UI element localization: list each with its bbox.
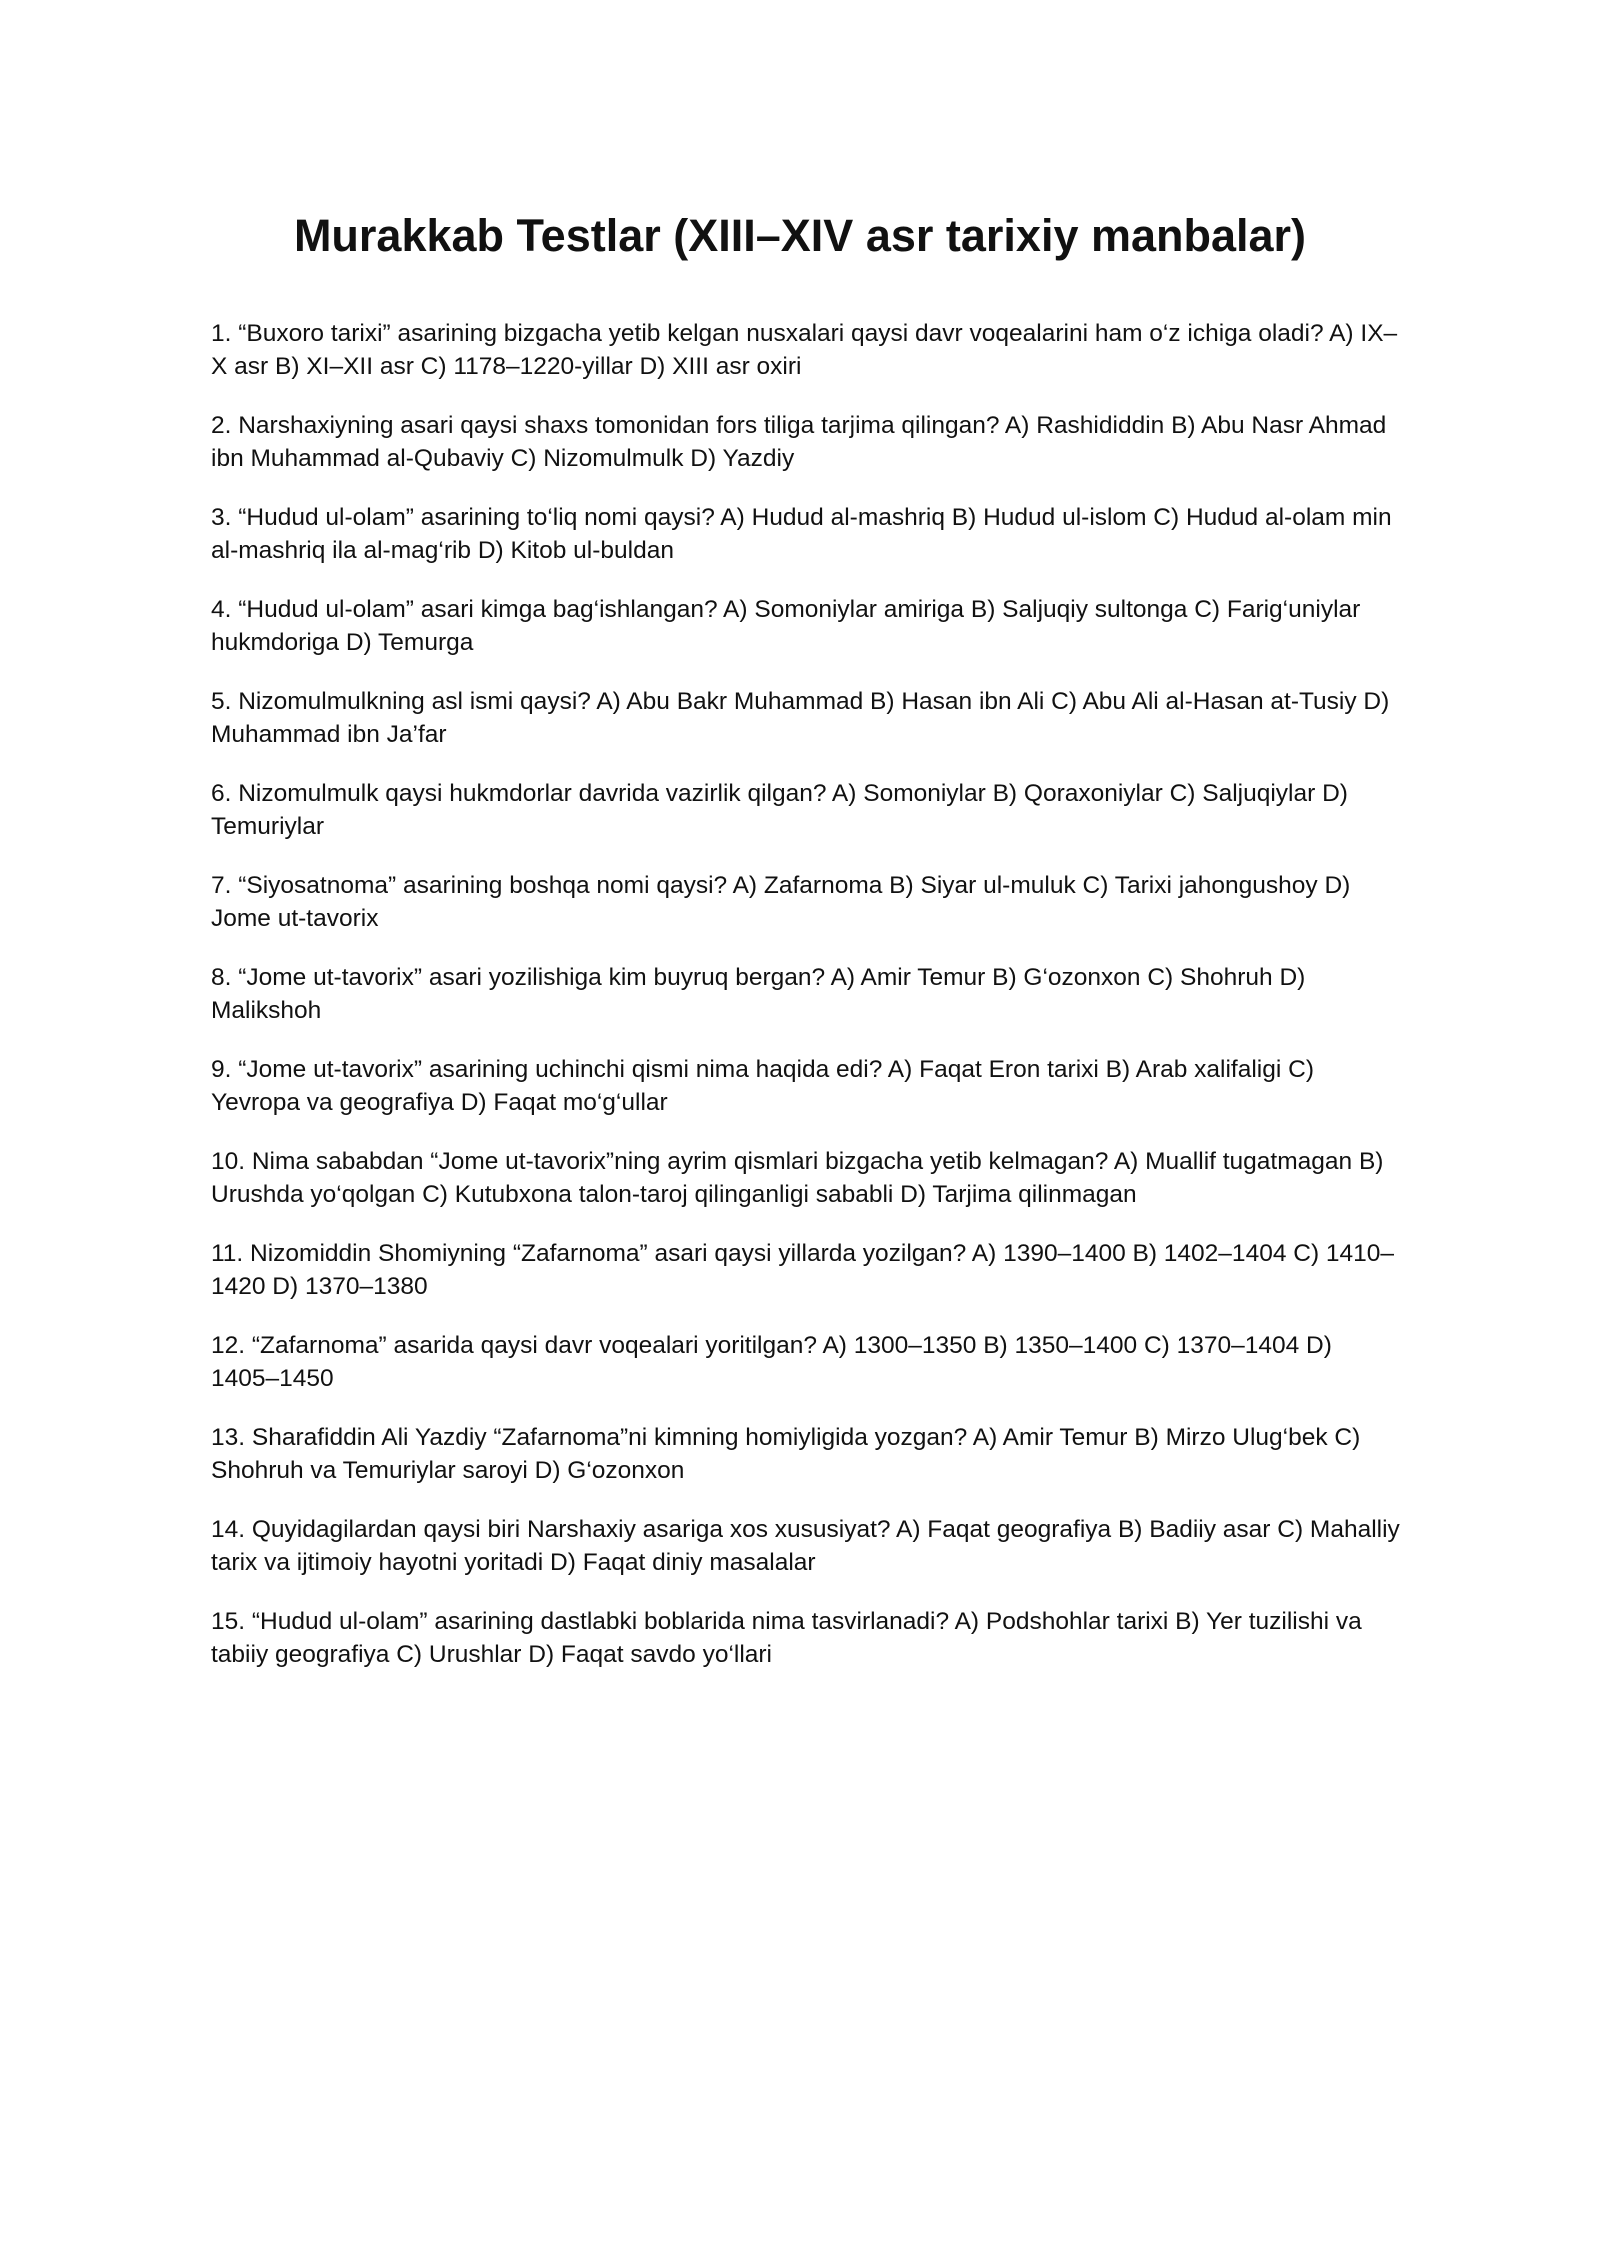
question-item: 5. Nizomulmulkning asl ismi qaysi? A) Abu Bakr Muhammad B) Hasan ibn Ali C) Abu Ali al-Hasan at-Tusiy D) Muhammad ibn Ja’far <box>211 688 1390 748</box>
question-item: 2. Narshaxiyning asari qaysi shaxs tomonidan fors tiliga tarjima qilingan? A) Rashididdin B) Abu Nasr Ahmad ibn Muhammad al-Qubaviy C) Nizomulmulk D) Yazdiy <box>211 412 1387 472</box>
question-item: 7. “Siyosatnoma” asarining boshqa nomi qaysi? A) Zafarnoma B) Siyar ul-muluk C) Tarixi jahongushoy D) Jome ut-tavorix <box>211 872 1351 932</box>
question-item: 10. Nima sababdan “Jome ut-tavorix”ning ayrim qismlari bizgacha yetib kelmagan? A) Muallif tugatmagan B) Urushda yo‘qolgan C) Kutubxona talon-taroj qilinganligi sababli D) Tarjima qilinmagan <box>211 1148 1384 1208</box>
question-item: 14. Quyidagilardan qaysi biri Narshaxiy asariga xos xususiyat? A) Faqat geografiya B) Badiiy asar C) Mahalliy tarix va ijtimoiy hayotni yoritadi D) Faqat diniy masalalar <box>211 1516 1400 1576</box>
question-item: 9. “Jome ut-tavorix” asarining uchinchi qismi nima haqida edi? A) Faqat Eron tarixi B) Arab xalifaligi C) Yevropa va geografiya D) Faqat mo‘g‘ullar <box>211 1056 1314 1116</box>
question-list <box>211 318 1406 1698</box>
question-item: 15. “Hudud ul-olam” asarining dastlabki boblarida nima tasvirlanadi? A) Podshohlar tarixi B) Yer tuzilishi va tabiiy geografiya C) Urushlar D) Faqat savdo yo‘llari <box>211 1608 1362 1668</box>
page-title: Murakkab Testlar (XIII–XIV asr tarixiy manbalar) <box>293 210 1307 261</box>
question-item: 12. “Zafarnoma” asarida qaysi davr voqealari yoritilgan? A) 1300–1350 B) 1350–1400 C) 1370–1404 D) 1405–1450 <box>211 1332 1332 1392</box>
question-item: 4. “Hudud ul-olam” asari kimga bag‘ishlangan? A) Somoniylar amiriga B) Saljuqiy sultonga C) Farig‘uniylar hukmdoriga D) Temurga <box>211 596 1361 656</box>
question-item: 8. “Jome ut-tavorix” asari yozilishiga kim buyruq bergan? A) Amir Temur B) G‘ozonxon C) Shohruh D) Malikshoh <box>211 964 1306 1024</box>
question-item: 13. Sharafiddin Ali Yazdiy “Zafarnoma”ni kimning homiyligida yozgan? A) Amir Temur B) Mirzo Ulug‘bek C) Shohruh va Temuriylar saroyi D) G‘ozonxon <box>211 1424 1361 1484</box>
question-item: 11. Nizomiddin Shomiyning “Zafarnoma” asari qaysi yillarda yozilgan? A) 1390–1400 B) 1402–1404 C) 1410–1420 D) 1370–1380 <box>211 1240 1395 1300</box>
question-item: 6. Nizomulmulk qaysi hukmdorlar davrida vazirlik qilgan? A) Somoniylar B) Qoraxoniylar C) Saljuqiylar D) Temuriylar <box>211 780 1348 840</box>
question-item: 3. “Hudud ul-olam” asarining to‘liq nomi qaysi? A) Hudud al-mashriq B) Hudud ul-islom C) Hudud al-olam min al-mashriq ila al-mag‘rib D) Kitob ul-buldan <box>211 504 1392 564</box>
question-item: 1. “Buxoro tarixi” asarining bizgacha yetib kelgan nusxalari qaysi davr voqealarini ham o‘z ichiga oladi? A) IX–X asr B) XI–XII asr C) 1178–1220-yillar D) XIII asr oxiri <box>211 320 1398 380</box>
